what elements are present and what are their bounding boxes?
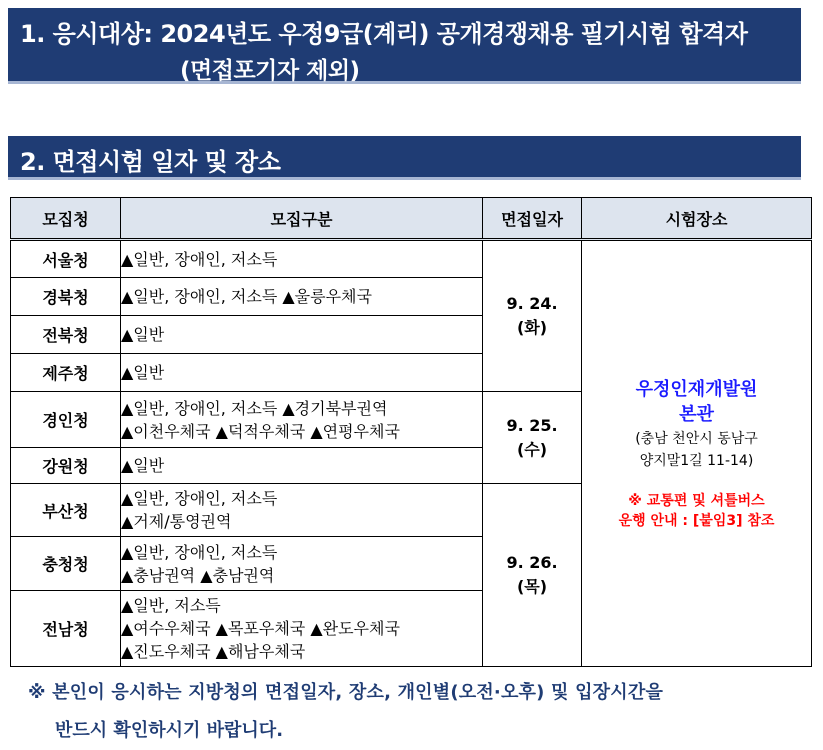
date-cell bbox=[483, 240, 582, 392]
category-line: ▲일반 bbox=[121, 363, 165, 382]
category-line: ▲충남권역 ▲충남권역 bbox=[121, 565, 275, 585]
header-date: 면접일자 bbox=[483, 198, 582, 240]
category-cell bbox=[121, 278, 483, 316]
section2-banner bbox=[8, 136, 801, 180]
header-region: 모집청 bbox=[11, 198, 121, 240]
header-category: 모집구분 bbox=[121, 198, 483, 240]
venue-building: 본관 bbox=[679, 403, 714, 425]
header-venue: 시험장소 bbox=[582, 198, 812, 240]
region-cell: 전북청 bbox=[11, 316, 121, 354]
venue-cell bbox=[582, 240, 812, 667]
venue-name: 우정인재개발원 bbox=[635, 378, 758, 400]
category-cell bbox=[121, 354, 483, 392]
category-line: ▲진도우체국 ▲해남우체국 bbox=[121, 642, 306, 661]
category-line: ▲일반, 장애인, 저소득 bbox=[121, 489, 278, 508]
date-cell bbox=[483, 484, 582, 667]
category-cell bbox=[121, 392, 483, 448]
region-cell: 충청청 bbox=[11, 537, 121, 591]
shuttle-notice-line2: 운행 안내 : [붙임3] 참조 bbox=[618, 512, 775, 529]
interview-schedule-table bbox=[10, 197, 812, 667]
category-line: ▲일반, 저소득 bbox=[121, 596, 221, 615]
region-cell: 강원청 bbox=[11, 448, 121, 484]
region-cell: 경북청 bbox=[11, 278, 121, 316]
category-line: ▲일반, 장애인, 저소득 bbox=[121, 542, 278, 562]
category-line: ▲일반 bbox=[121, 456, 165, 475]
date-day: 9. 25. bbox=[506, 415, 558, 435]
category-line: ▲여수우체국 ▲목포우체국 ▲완도우체국 bbox=[121, 619, 400, 638]
venue-address-line2: 양지말1길 11-14) bbox=[639, 452, 754, 469]
footer-notice bbox=[28, 678, 663, 742]
table-header-row bbox=[11, 198, 812, 240]
section1-subtitle: (면접포기자 제외) bbox=[180, 58, 360, 84]
shuttle-notice-line1: ※ 교통편 및 셔틀버스 bbox=[628, 492, 765, 509]
category-cell bbox=[121, 316, 483, 354]
date-cell bbox=[483, 392, 582, 484]
date-day: 9. 24. bbox=[506, 294, 558, 313]
region-cell: 부산청 bbox=[11, 484, 121, 537]
category-cell bbox=[121, 537, 483, 591]
footer-notice-line1: ※ 본인이 응시하는 지방청의 면접일자, 장소, 개인별(오전·오후) 및 입장시간을 bbox=[28, 682, 664, 703]
section1-banner bbox=[8, 8, 801, 84]
category-line: ▲일반, 장애인, 저소득 ▲울릉우체국 bbox=[121, 287, 372, 306]
date-day: 9. 26. bbox=[506, 553, 558, 572]
category-line: ▲일반 bbox=[121, 325, 165, 344]
category-cell bbox=[121, 484, 483, 537]
date-weekday: (화) bbox=[516, 318, 548, 337]
region-cell: 경인청 bbox=[11, 392, 121, 448]
section1-title: 1. 응시대상: 2024년도 우정9급(계리) 공개경쟁채용 필기시험 합격자 bbox=[20, 20, 748, 48]
date-weekday: (목) bbox=[516, 577, 548, 596]
region-cell: 제주청 bbox=[11, 354, 121, 392]
category-line: ▲일반, 장애인, 저소득 ▲경기북부권역 bbox=[121, 398, 388, 418]
category-line: ▲거제/통영권역 bbox=[121, 512, 232, 531]
date-weekday: (수) bbox=[516, 439, 548, 459]
section2-title: 2. 면접시험 일자 및 장소 bbox=[20, 148, 281, 176]
table-row bbox=[11, 240, 812, 278]
category-line: ▲이천우체국 ▲덕적우체국 ▲연평우체국 bbox=[121, 421, 400, 441]
footer-notice-line2: 반드시 확인하시기 바랍니다. bbox=[55, 720, 284, 741]
region-cell: 전남청 bbox=[11, 591, 121, 667]
venue-address-line1: (충남 천안시 동남구 bbox=[635, 430, 758, 447]
region-cell: 서울청 bbox=[11, 240, 121, 278]
category-cell bbox=[121, 240, 483, 278]
category-cell bbox=[121, 448, 483, 484]
category-cell bbox=[121, 591, 483, 667]
category-line: ▲일반, 장애인, 저소득 bbox=[121, 249, 278, 269]
